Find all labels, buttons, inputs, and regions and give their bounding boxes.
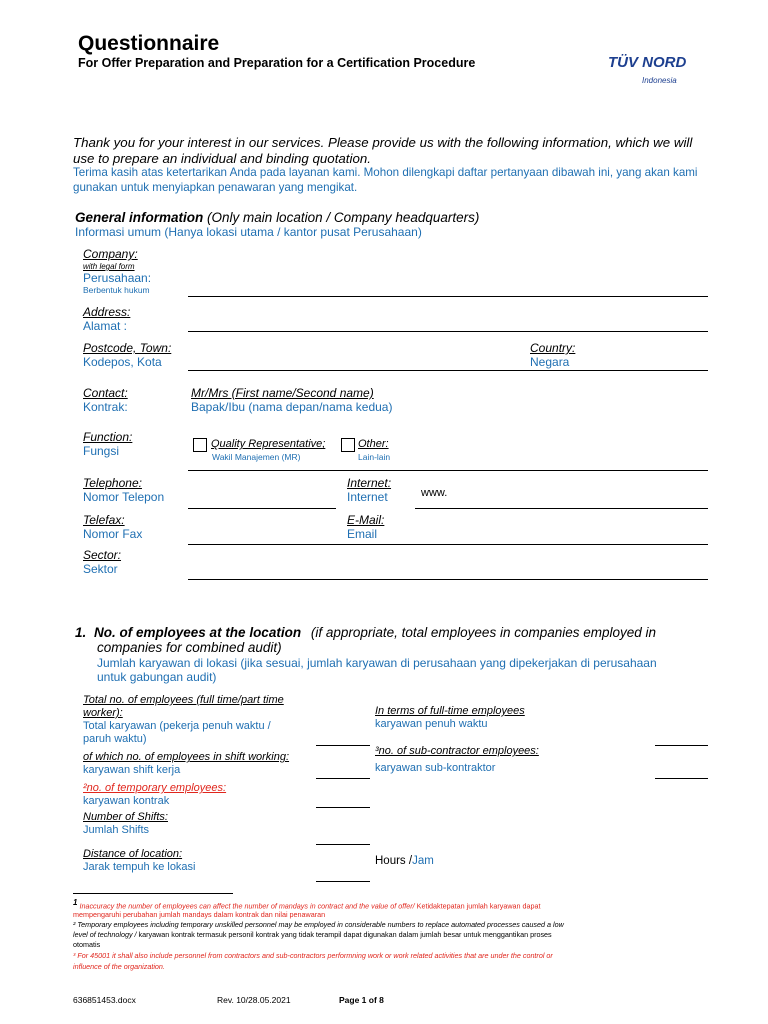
- footnote-3-line2: influence of the organization.: [73, 962, 165, 971]
- distance-label-id: Jarak tempuh ke lokasi: [83, 861, 196, 873]
- postcode-label: Postcode, Town:: [83, 341, 172, 355]
- distance-label: Distance of location:: [83, 848, 183, 860]
- page-subtitle: For Offer Preparation and Preparation for a Certification Procedure: [78, 56, 476, 70]
- temporary-employees-label-id: karyawan kontrak: [83, 795, 170, 807]
- email-label: E-Mail:: [347, 513, 385, 527]
- shift-employees-label: of which no. of employees in shift working:: [83, 751, 290, 763]
- company-label: Company:: [83, 247, 138, 261]
- internet-label: Internet:: [347, 476, 392, 490]
- subcontractor-label-id: karyawan sub-kontraktor: [375, 762, 496, 774]
- function-label: Function:: [83, 430, 133, 444]
- footnote-2: [73, 920, 564, 929]
- general-info-heading: [75, 210, 479, 225]
- postcode-label-id: Kodepos, Kota: [83, 355, 162, 369]
- intro-text-en: Thank you for your interest in our services. Please provide us with the following information, which we will use to prepare an individual and binding quotation.: [73, 135, 693, 166]
- tuv-nord-logo: [598, 26, 702, 92]
- shift-employees-input-line[interactable]: [316, 778, 370, 779]
- company-sub-label-id: Berbentuk hukum: [83, 285, 150, 295]
- subcontractor-label: ³no. of sub-contractor employees:: [375, 745, 539, 757]
- number-of-shifts-label-id: Jumlah Shifts: [83, 824, 150, 836]
- footer-revision: Rev. 10/28.05.2021: [217, 995, 291, 1005]
- telephone-input-line[interactable]: [188, 508, 336, 509]
- subcontractor-input-line[interactable]: [655, 778, 708, 779]
- contact-label: Contact:: [83, 386, 128, 400]
- country-label-id: Negara: [530, 355, 570, 369]
- footnote-separator: [73, 893, 233, 894]
- number-of-shifts-input-line[interactable]: [316, 844, 370, 845]
- total-employees-label-2: worker):: [83, 707, 123, 719]
- logo-text: TÜV NORD: [608, 54, 687, 71]
- telephone-label: Telephone:: [83, 476, 142, 490]
- section1-title: No. of employees at the location: [94, 625, 302, 640]
- fulltime-label-id: karyawan penuh waktu: [375, 718, 488, 730]
- sector-label-id: Sektor: [83, 562, 118, 576]
- contact-label-id: Kontrak:: [83, 400, 128, 414]
- hours-label: Hours /: [375, 855, 413, 867]
- footer-doc-name: 636851453.docx: [73, 995, 136, 1005]
- temporary-employees-input-line[interactable]: [316, 807, 370, 808]
- function-input-line[interactable]: [188, 470, 708, 471]
- total-employees-input-line[interactable]: [316, 745, 370, 746]
- footnote-2-en1: Temporary employees including temporary unskilled personnel may be employed in considerable numbers to replace automated processes caused a low: [77, 920, 564, 929]
- contact-name-label-id: Bapak/Ibu (nama depan/nama kedua): [191, 400, 393, 414]
- footer-page-number: Page 1 of 8: [339, 995, 384, 1005]
- telephone-label-id: Nomor Telepon: [83, 490, 165, 504]
- footnote-2-mark: ²: [73, 920, 76, 929]
- footnote-3-mark: ³: [73, 951, 76, 960]
- footnote-1: [73, 898, 541, 910]
- sector-label: Sector:: [83, 548, 122, 562]
- distance-input-line[interactable]: [316, 881, 370, 882]
- function-label-id: Fungsi: [83, 444, 120, 458]
- company-sub-label: with legal form: [83, 262, 135, 271]
- section1-heading: [75, 625, 656, 640]
- total-employees-label-id: Total karyawan (pekerja penuh waktu /: [83, 720, 271, 732]
- section1-note: (if appropriate, total employees in companies employed in: [310, 625, 657, 640]
- footnote-1-en: Inaccuracy the number of employees can affect the number of mandays in contract and the value of offer/: [79, 901, 415, 911]
- internet-input-line[interactable]: [415, 508, 708, 509]
- section1-id-line1: Jumlah karyawan di lokasi (jika sesuai, jumlah karyawan di perusahaan yang dipekerjakan di perusahaan: [97, 656, 657, 670]
- internet-value[interactable]: www.: [421, 487, 448, 499]
- other-label-id: Lain-lain: [358, 452, 391, 462]
- postcode-input-line[interactable]: [188, 370, 708, 371]
- address-input-line[interactable]: [188, 331, 708, 332]
- number-of-shifts-label: Number of Shifts:: [83, 811, 168, 823]
- general-heading-bold: General information: [75, 210, 204, 225]
- general-heading-note: (Only main location / Company headquarters): [207, 210, 480, 225]
- other-label: Other:: [358, 438, 389, 450]
- footnote-1-mark: 1: [73, 898, 78, 907]
- fulltime-input-line[interactable]: [655, 745, 708, 746]
- page-title: Questionnaire: [78, 32, 220, 55]
- temporary-employees-label: ²no. of temporary employees:: [83, 782, 227, 794]
- footnote-1-id2: mempengaruhi perubahan jumlah mandays dalam kontrak dan nilai penawaran: [73, 910, 326, 919]
- telefax-email-input-line[interactable]: [188, 544, 708, 545]
- section1-number: 1.: [75, 625, 87, 640]
- hours-label-id: Jam: [412, 855, 434, 867]
- logo-subtext: Indonesia: [642, 76, 677, 85]
- footnote-2-id1: karyawan kontrak termasuk personil kontrak yang tidak terampil dapat digunakan dalam jumlah besar untuk menggantikan proses: [138, 930, 552, 939]
- total-employees-label-id-2: paruh waktu): [83, 733, 147, 745]
- quality-representative-label-id: Wakil Manajemen (MR): [212, 452, 301, 462]
- footnote-3: [73, 951, 553, 960]
- footnote-2-en2: level of technology /: [73, 930, 137, 939]
- footnote-2-id2: otomatis: [73, 940, 101, 949]
- general-heading-id: Informasi umum (Hanya lokasi utama / kantor pusat Perusahaan): [75, 225, 422, 239]
- contact-name-label: Mr/Mrs (First name/Second name): [191, 386, 374, 400]
- telefax-label: Telefax:: [83, 513, 125, 527]
- shift-employees-label-id: karyawan shift kerja: [83, 764, 181, 776]
- address-label-id: Alamat :: [83, 319, 128, 333]
- hours-unit: [375, 855, 434, 867]
- fulltime-label: In terms of full-time employees: [375, 705, 525, 717]
- internet-label-id: Internet: [347, 490, 388, 504]
- footnote-3-line1: For 45001 it shall also include personnel from contractors and sub-contractors performning work or work related activities that are under the control or: [77, 951, 553, 960]
- email-label-id: Email: [347, 527, 378, 541]
- country-label: Country:: [530, 341, 576, 355]
- address-label: Address:: [83, 305, 131, 319]
- footnote-1-id1: Ketidaktepatan jumlah karyawan dapat: [416, 901, 541, 911]
- company-label-id: Perusahaan:: [83, 271, 152, 285]
- company-input-line[interactable]: [188, 296, 708, 297]
- other-checkbox[interactable]: [341, 438, 355, 452]
- telefax-label-id: Nomor Fax: [83, 527, 143, 541]
- intro-text-id: Terima kasih atas ketertarikan Anda pada layanan kami. Mohon dilengkapi daftar pertanyaan dibawah ini, yang akan kami gunakan untuk menyiapkan penawaran yang mengikat.: [73, 166, 698, 194]
- quality-representative-label: Quality Representative;: [211, 438, 326, 450]
- sector-input-line[interactable]: [188, 579, 708, 580]
- footnote-2-line2: [73, 930, 552, 939]
- total-employees-label: Total no. of employees (full time/part time: [83, 694, 284, 706]
- section1-id-line2: untuk gabungan audit): [97, 670, 217, 684]
- section1-note-line2: companies for combined audit): [97, 640, 282, 655]
- quality-representative-checkbox[interactable]: [193, 438, 207, 452]
